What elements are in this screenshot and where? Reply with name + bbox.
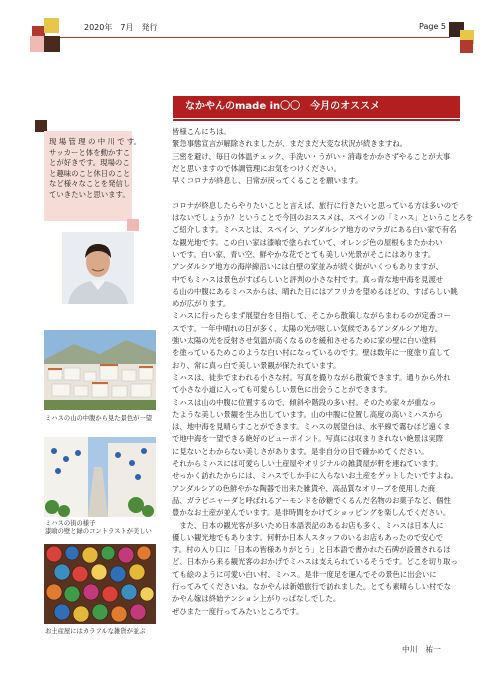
text-line: せっかく訪れたからには、ミハスでしか手に入らないお土産をゲットしたいですよね。: [172, 471, 458, 481]
article-body: [172, 126, 474, 618]
decor-square: [44, 18, 59, 33]
text-line: 中でもミハスは景色がすばらしいと評判の小さな村です。真っ青な地中海を見渡せ: [172, 274, 444, 284]
text-line: ど、日本から来る観光客のおかげでミハスは支えられているそうです。どこを切り取っ: [172, 557, 458, 567]
text-line: に見ないとわからない美しさがあります。是非自分の目で確かめてください。: [172, 446, 429, 456]
souvenir-shop-photo: [44, 544, 156, 624]
profile-line: 现 場 管 理 の 中 川 で す。: [49, 137, 142, 146]
text-line: ても絵のように可愛い白い村、ミハス。是非一度足を運んでその景色に出会いに: [172, 569, 437, 579]
text-line: たような美しい景観を生み出しています。山の中腹に位置し高度の高いミハスから: [172, 409, 444, 419]
profile-line: とが好きです。現場のこ: [49, 158, 130, 168]
page-number: Page 5: [419, 22, 446, 31]
article-paragraph: [172, 520, 464, 618]
text-line: 強い太陽の光を反射させ気温が高くなるのを緩和させるために家の壁に白い塗料: [172, 336, 437, 346]
text-line: はないでしょうか？ということで今回のおススメは、スペインの「ミハス」ということろを: [172, 213, 474, 223]
text-line: 早くコロナが終息し、日常が戻ってくることを願います。: [172, 176, 363, 186]
text-line: 皆様こんにちは。: [172, 127, 231, 136]
text-line: す。村の入り口に「日本の皆様ありがとう」と日本語で書かれた石碑が設置されるほ: [172, 545, 451, 555]
photo-caption: ミハスの山の中腹から見た景色が一望: [45, 415, 153, 422]
issue-date: 2020年 7月 発行: [84, 23, 158, 32]
text-line: ぜひまた一度行ってみたいところです。: [172, 606, 304, 616]
profile-line: ていきたいと思います。: [49, 189, 130, 199]
mijas-street-photo: [44, 437, 156, 517]
text-line: て小さな小道に入っても可愛らしい景色に出会うことができます。: [172, 385, 392, 395]
decor-square: [30, 36, 44, 52]
mijas-town-photo: [44, 330, 156, 410]
text-line: を塗っているためこのような白い村になっているのです。壁は数年に一度塗り直して: [172, 348, 451, 358]
decor-square: [460, 40, 473, 53]
author-signature: 中川 祐一: [402, 645, 441, 654]
profile-line: と趣味のこと休日のこと: [49, 168, 131, 178]
decor-square: [127, 219, 139, 231]
text-line: 緊急事態宣言が解除されましたが、まだまだ大変な状況が続きますね。: [172, 139, 408, 149]
text-line: な観光地です。この白い家は漆喰で塗られていて、オレンジ色の屋根もまたかわい: [172, 237, 443, 247]
text-line: アンダルシアの色鮮やかな陶器で出来た雑貨や、高品質なオリーブを使用した商: [172, 483, 436, 493]
author-portrait: [62, 232, 134, 304]
article-paragraph: [172, 126, 464, 187]
article-title: なかやんのmade in〇〇 今月のオススメ: [173, 96, 460, 118]
text-line: アンダルシア地方の海岸線沿いには白壁の家並みが続く街がいくつもありますが、: [172, 262, 443, 272]
text-line: 品、ガラピニャーダと呼ばれるアーモンドを砂糖でくるんだ名物のお菓子など、個性: [172, 495, 451, 505]
text-line: スです。一年中晴れの日が多く、太陽の光が眩しい気候であるアンダルシア地方。: [172, 323, 443, 333]
text-line: ミハスに行ったらまず展望台を目指して、そこから散策しながらまわるのが定番コー: [172, 311, 451, 321]
text-line: 優しい観光地でもあります。何軒か日本人スタッフのいるお店もあったので安心で: [172, 532, 444, 542]
photo-caption: ミハスの街の様子: [45, 520, 96, 527]
text-line: 行ってみてくださいね。なかやんは新婚旅行で訪れました。とても素晴らしい村でな: [172, 581, 452, 591]
profile-line: など様々なことを発信し: [49, 179, 131, 189]
paragraph-gap: [172, 187, 464, 199]
text-line: は、地中海を見晴らすことができます。ミハスの展望台は、水平線で霧むほど遠くま: [172, 422, 451, 432]
text-line: 豊かなお土産が並んでいます。是非時間をかけてショッピングを楽しんでください。: [172, 508, 451, 518]
header-rule: [60, 37, 450, 38]
text-line: だと思いますので体調管理にお気をつけください。: [172, 163, 341, 173]
text-line: で地中海を一望できる絶好のビューポイント。写真には収まりきれない絶景は実際: [172, 434, 444, 444]
text-line: 三密を避け、毎日の体温チェック、手洗い・うがい・消毒をかかさずやることが大事: [172, 151, 451, 161]
photo-caption: お土産屋にはカラフルな雑貨が並ぶ: [45, 628, 146, 635]
profile-line: サッカーと体を動かすこ: [49, 147, 131, 157]
text-line: いです。白い家、青い空、鮮やかな花でとても美しい光景がそこにはあります。: [172, 249, 436, 259]
text-line: おり、常に真っ白で美しい景観が保たれています。: [172, 360, 341, 370]
photo-caption: 漆喰の壁と緑のコントラストが美しい: [45, 528, 152, 535]
author-profile: [44, 131, 142, 221]
article-paragraph: [172, 200, 474, 520]
text-line: ミハスは、徒歩でまわれる小さな村。写真を撮りながら散策できます。通りから外れ: [172, 372, 451, 382]
text-line: それからミハスには可愛らしい土産屋やオリジナルの雑貨屋が軒を連ねています。: [172, 459, 443, 469]
text-line: ご紹介します。ミハスとは、スペイン、アンダルシア地方のマラガにある白い家で有名: [172, 225, 457, 235]
decor-square: [44, 36, 60, 52]
text-line: コロナが終息したらやりたいことと言えば、旅行に行きたいと思っている方は多いので: [172, 200, 459, 210]
text-line: また、日本の観光客が多いため日本語表記のあるお店も多く、ミハスは日本人に: [172, 520, 444, 530]
text-line: かやん嫁は終始テンション上がりっぱなしでした。: [172, 594, 341, 604]
text-line: めが広がります。: [172, 299, 231, 309]
text-line: ミハスは山の中腹に位置するので、傾斜や階段の多い村。そのため家々が重なっ: [172, 397, 437, 407]
text-line: る山の中腹にあるミハスからは、晴れた日にはアフリカを望めるほどの、すばらしい眺: [172, 286, 458, 296]
